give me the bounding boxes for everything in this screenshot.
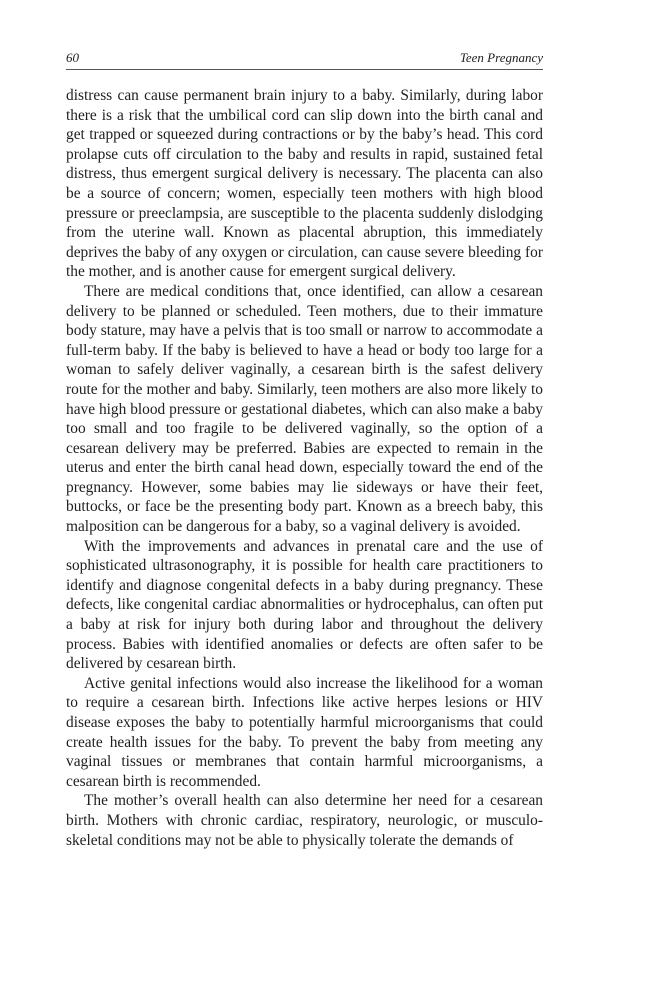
- paragraph-maternal-health: The mother’s overall health can also determine her need for a cesarean birth. Mothers with chronic cardiac, respiratory, neurologic, or musculoskeletal conditions may not be able to physically tolerate the demands of: [66, 792, 543, 849]
- paragraph-scheduled-cesarean: There are medical conditions that, once identified, can allow a cesarean delivery to be planned or scheduled. Teen mothers, due to their immature body stature, may have a pelvis that is too small or narrow to accommodate a full-term baby. If the baby is believed to have a head or body too large for a woman to safely deliver vaginally, a cesarean birth is the safest delivery route for the mother and baby. Similarly, teen mothers are also more likely to have high blood pressure or gestational diabetes, which can also make a baby too small and too fragile to be delivered vaginally, so the option of a cesarean delivery may be preferred. Babies are expected to remain in the uterus and enter the birth canal head down, especially toward the end of the pregnancy. However, some babies may lie sideways or have their feet, buttocks, or face be the presenting body part. Known as a breech baby, this malposition can be dangerous for a baby, so a vaginal delivery is avoided.: [66, 282, 543, 536]
- running-header: [66, 50, 543, 70]
- book-page: [66, 50, 543, 850]
- running-title: Teen Pregnancy: [459, 50, 543, 65]
- paragraph-congenital-defects: With the improvements and advances in prenatal care and the use of sophisticated ultrasonography, it is possible for health care practitioners to identify and diagnose congenital defects in a baby during pregnancy. These defects, like congenital cardiac abnormalities or hydrocephalus, can often put a baby at risk for injury both during labor and throughout the delivery process. Babies with identified anomalies or defects are often safer to be delivered by cesarean birth.: [66, 537, 543, 673]
- paragraph-genital-infections: Active genital infections would also increase the likelihood for a woman to require a cesarean birth. Infections like active herpes lesions or HIV disease exposes the baby to potentially harmful microorganisms that could create health issues for the baby. To prevent the baby from meeting any vaginal tissues or membranes that contain harmful microorganisms, a cesarean birth is recommended.: [66, 674, 543, 790]
- paragraph-continued: distress can cause permanent brain injury to a baby. Similarly, during labor there is a risk that the umbilical cord can slip down into the birth canal and get trapped or squeezed during contractions or by the baby’s head. This cord prolapse cuts off circulation to the baby and results in rapid, sustained fetal distress, thus emergent surgical delivery is necessary. The placenta can also be a source of concern; women, especially teen mothers with high blood pressure or preeclampsia, are susceptible to the placenta suddenly dislodging from the uterine wall. Known as placental abruption, this immediately deprives the baby of any oxygen or circulation, can cause severe bleeding for the mother, and is another cause for emergent surgical delivery.: [66, 87, 543, 281]
- page-number: 60: [66, 50, 79, 65]
- body-text: [66, 86, 543, 850]
